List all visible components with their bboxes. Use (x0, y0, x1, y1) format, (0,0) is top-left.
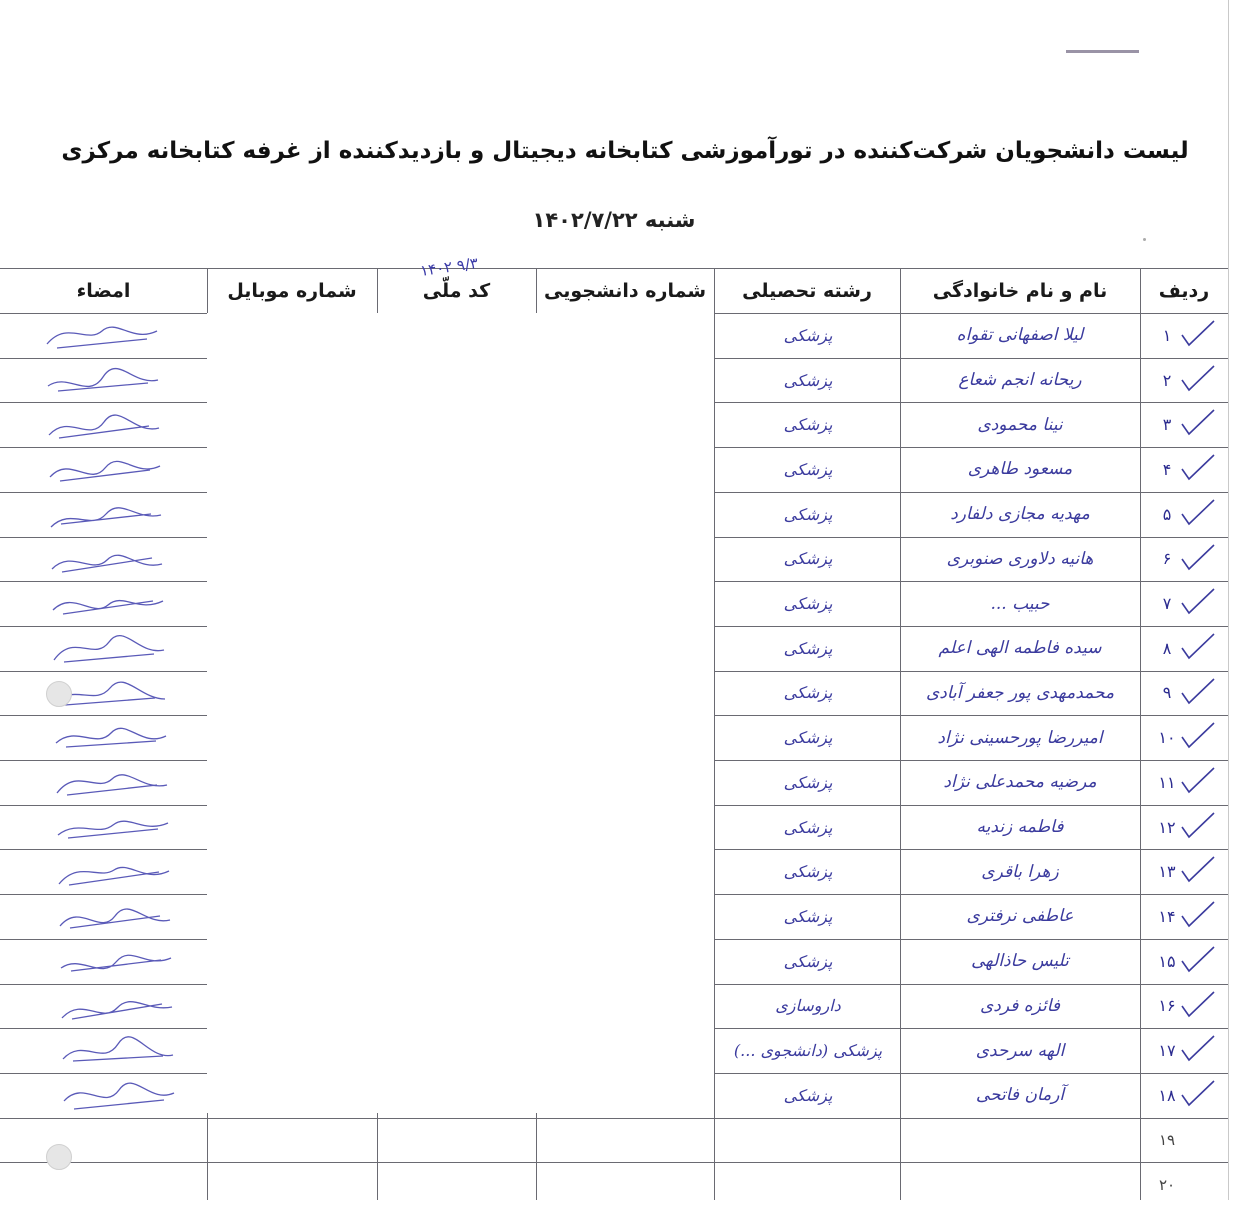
document-date: شنبه ۱۴۰۲/۷/۲۲ (532, 208, 696, 232)
check-mark-icon (1180, 498, 1216, 528)
table-rule (0, 268, 1228, 269)
signature-scribble (4, 847, 204, 897)
check-mark-icon (1180, 721, 1216, 751)
column-rule (900, 268, 901, 1200)
student-name: مرضیه محمدعلی نژاد (943, 772, 1097, 793)
field-of-study: پزشکی (دانشجوی ...) (733, 1041, 883, 1061)
punch-hole (46, 1144, 72, 1170)
row-number: ۳ (1162, 415, 1172, 435)
signature-scribble (4, 758, 204, 808)
signature-scribble (4, 892, 204, 942)
document-title: لیست دانشجویان شرکت‌کننده در تورآموزشی کتابخانه دیجیتال و بازدیدکننده از غرفه کتابخانه مرکزی (61, 138, 1189, 164)
student-name: زهرا باقری (981, 861, 1059, 882)
check-mark-icon (1180, 990, 1216, 1020)
check-mark-icon (1180, 945, 1216, 975)
signature-scribble (4, 490, 204, 540)
row-number: ۶ (1162, 549, 1172, 569)
column-rule (714, 268, 715, 1200)
signature-scribble (4, 1026, 204, 1076)
row-number: ۱۲ (1158, 817, 1176, 837)
field-of-study: پزشکی (783, 817, 833, 837)
student-name: آرمان فاتحی (975, 1085, 1065, 1106)
student-name: امیررضا پورحسینی نژاد (937, 727, 1103, 748)
field-of-study: پزشکی (783, 906, 833, 926)
field-of-study: پزشکی (783, 459, 833, 479)
row-number: ۱۶ (1158, 996, 1176, 1016)
row-number: ۱۹ (1158, 1130, 1176, 1149)
header-full-name: نام و نام خانوادگی (932, 280, 1108, 302)
field-of-study: پزشکی (783, 862, 833, 882)
national-id-handwritten-note: ۱۴۰۲ ۹/۳ (419, 254, 480, 280)
check-mark-icon (1180, 677, 1216, 707)
row-number: ۲ (1162, 370, 1172, 390)
signature-scribble (4, 400, 204, 450)
field-of-study: داروسازی (775, 996, 841, 1016)
signature-scribble (4, 624, 204, 674)
check-mark-icon (1180, 900, 1216, 930)
student-name: سیده فاطمه الهی اعلم (938, 638, 1102, 659)
field-of-study: پزشکی (783, 504, 833, 524)
student-name: تلیس حاذالهی (971, 951, 1069, 972)
student-name: لیلا اصفهانی تقواه (956, 325, 1084, 346)
paper-edge (1228, 0, 1229, 1200)
stray-dot (1143, 238, 1146, 241)
field-of-study: پزشکی (783, 594, 833, 614)
field-of-study: پزشکی (783, 772, 833, 792)
student-name: مهدیه مجازی دلفارد (950, 504, 1090, 525)
header-mobile: شماره موبایل (227, 280, 357, 302)
student-name: فاطمه زندیه (976, 817, 1064, 838)
field-of-study: پزشکی (783, 638, 833, 658)
page-mark (1066, 50, 1139, 53)
check-mark-icon (1180, 453, 1216, 483)
field-of-study: پزشکی (783, 951, 833, 971)
header-signature: امضاء (76, 280, 131, 302)
row-number: ۲۰ (1158, 1175, 1176, 1194)
signature-scribble (4, 445, 204, 495)
header-row-number: ردیف (1158, 280, 1210, 302)
blank-data-area (207, 313, 714, 1113)
row-number: ۷ (1162, 594, 1172, 614)
signature-scribble (4, 356, 204, 406)
row-number: ۱۷ (1158, 1041, 1176, 1061)
signature-scribble (4, 311, 204, 361)
row-number: ۹ (1162, 683, 1172, 703)
check-mark-icon (1180, 587, 1216, 617)
column-rule (1140, 268, 1141, 1200)
signature-scribble (4, 937, 204, 987)
row-number: ۴ (1162, 459, 1172, 479)
row-number: ۸ (1162, 638, 1172, 658)
student-name: محمدمهدی پور جعفر آبادی (925, 682, 1115, 703)
row-number: ۱۵ (1158, 951, 1176, 971)
student-name: مسعود طاهری (967, 459, 1073, 480)
field-of-study: پزشکی (783, 683, 833, 703)
check-mark-icon (1180, 319, 1216, 349)
student-name: هانیه دلاوری صنوبری (946, 548, 1094, 569)
student-name: فائزه فردی (979, 995, 1061, 1016)
signature-scribble (4, 579, 204, 629)
table-rule (0, 1162, 1228, 1163)
student-name: ریحانه انجم شعاع (958, 370, 1082, 391)
punch-hole (46, 681, 72, 707)
row-number: ۵ (1162, 504, 1172, 524)
row-number: ۱۳ (1158, 862, 1176, 882)
signature-scribble (4, 535, 204, 585)
check-mark-icon (1180, 543, 1216, 573)
field-of-study: پزشکی (783, 415, 833, 435)
check-mark-icon (1180, 855, 1216, 885)
signature-scribble (4, 669, 204, 719)
header-student-id: شماره دانشجویی (543, 280, 707, 302)
field-of-study: پزشکی (783, 728, 833, 748)
student-name: حبیب ... (990, 593, 1050, 614)
check-mark-icon (1180, 408, 1216, 438)
check-mark-icon (1180, 632, 1216, 662)
field-of-study: پزشکی (783, 549, 833, 569)
field-of-study: پزشکی (783, 370, 833, 390)
signature-scribble (4, 1071, 204, 1121)
check-mark-icon (1180, 1034, 1216, 1064)
check-mark-icon (1180, 811, 1216, 841)
check-mark-icon (1180, 766, 1216, 796)
row-number: ۱۴ (1158, 906, 1176, 926)
row-number: ۱۰ (1158, 728, 1176, 748)
header-national-id: کد ملّی (422, 280, 491, 302)
row-number: ۱۱ (1158, 772, 1176, 792)
student-name: عاطفی نرفتری (966, 906, 1074, 927)
row-number: ۱۸ (1158, 1085, 1176, 1105)
field-of-study: پزشکی (783, 325, 833, 345)
signature-scribble (4, 982, 204, 1032)
check-mark-icon (1180, 1079, 1216, 1109)
signature-scribble (4, 713, 204, 763)
student-name: نینا محمودی (977, 414, 1063, 435)
header-field-of-study: رشته تحصیلی (742, 280, 872, 302)
check-mark-icon (1180, 364, 1216, 394)
row-number: ۱ (1162, 325, 1172, 345)
signature-scribble (4, 803, 204, 853)
student-name: الهه سرحدی (975, 1040, 1065, 1061)
field-of-study: پزشکی (783, 1085, 833, 1105)
